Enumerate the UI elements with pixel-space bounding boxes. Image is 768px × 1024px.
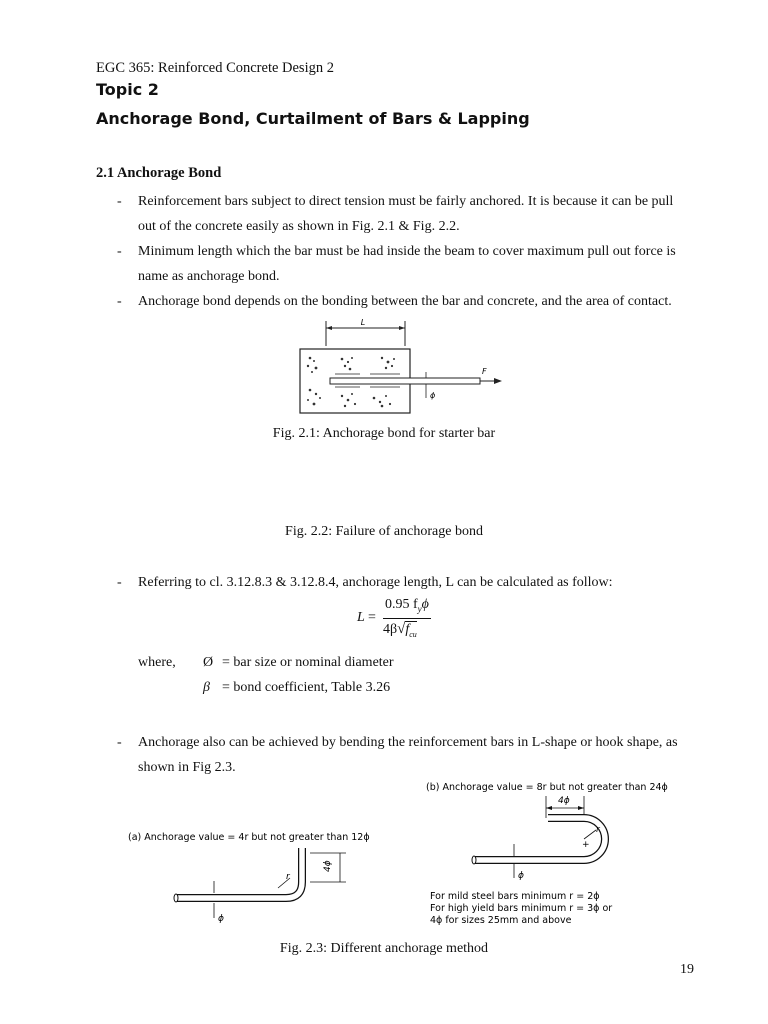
course-header: EGC 365: Reinforced Concrete Design 2 [96,60,334,76]
definition-beta: = bond coefficient, Table 3.26 [222,680,391,695]
bullet-item [96,239,696,289]
figure-b-title: (b) Anchorage value = 8r but not greater than 24ϕ [426,782,668,793]
bullet-text-line: Anchorage bond depends on the bonding between the bar and concrete, and the area of contact. [138,294,672,309]
topic-label: Topic 2 [96,80,159,99]
bullet-text-line: shown in Fig 2.3. [138,760,236,775]
where-label: where, [138,655,176,670]
pull-force-arrow [494,378,502,384]
figure-a-phi: ϕ [218,914,224,924]
figure-caption: Fig. 2.1: Anchorage bond for starter bar [272,426,496,441]
bullet-text-line: Anchorage also can be achieved by bending the reinforcement bars in L-shape or hook shape, as [138,735,678,750]
fraction-bar [383,618,431,619]
bullet-text-line: Reinforcement bars subject to direct tension must be fairly anchored. It is because it can be pull [138,194,674,209]
length-label: L [360,318,366,327]
equation-lhs: L [357,610,365,625]
bullet-text-line: name as anchorage bond. [138,269,280,284]
svg-text:+: + [582,840,590,850]
bullet-text-line: Referring to cl. 3.12.8.3 & 3.12.8.4, anchorage length, L can be calculated as follow: [138,575,613,590]
bullet-item [96,730,696,780]
figure-a-dimension: 4ϕ [323,860,333,872]
figure-b-radius: r [596,825,600,835]
figure-b-note: For mild steel bars minimum r = 2ϕ [430,891,600,902]
anchorage-length-equation [355,597,445,643]
bullet-dash: - [117,735,122,750]
bullet-dash: - [117,194,122,209]
bullet-dash: - [117,294,122,309]
bullet-item [96,189,696,239]
page-number: 19 [680,962,694,977]
figure-b-phi: ϕ [518,871,524,881]
bullet-text-line: out of the concrete easily as shown in Fig. 2.1 & Fig. 2.2. [138,219,460,234]
l-bend-bar [176,848,302,898]
hook-bar [474,818,605,860]
figure-a-title: (a) Anchorage value = 4r but not greater than 12ϕ [128,832,370,843]
section-heading: 2.1 Anchorage Bond [96,165,222,181]
page-title: Anchorage Bond, Curtailment of Bars & Lapping [96,109,530,128]
bullet-text-line: Minimum length which the bar must be had inside the beam to cover maximum pull out force is [138,244,676,259]
symbol-beta: β [203,680,210,695]
diameter-label: ϕ [430,391,436,400]
bullet-dash: - [117,575,122,590]
symbol-diameter: Ø [203,655,214,670]
definition-diameter: = bar size or nominal diameter [222,655,394,670]
bullet-item [96,289,696,314]
figure-caption: Fig. 2.3: Different anchorage method [279,941,489,956]
figure-b-note: 4ϕ for sizes 25mm and above [430,915,572,926]
anchorage-methods-figure [118,778,688,938]
figure-a-radius: r [286,872,290,882]
bullet-dash: - [117,244,122,259]
force-label: F [482,367,487,376]
equation-denominator: $4\beta√f_{cu}$ [383,621,417,639]
figure-caption: Fig. 2.2: Failure of anchorage bond [285,524,483,539]
figure-b-note: For high yield bars minimum r = 3ϕ or [430,903,613,914]
equation-numerator: 0.95 $f_y\phi$ [385,597,429,614]
anchorage-bond-figure [290,316,520,418]
starter-bar [330,378,480,384]
bullet-item [96,570,696,595]
equation-equals: = [368,610,376,625]
figure-b-dimension: 4ϕ [558,796,570,806]
